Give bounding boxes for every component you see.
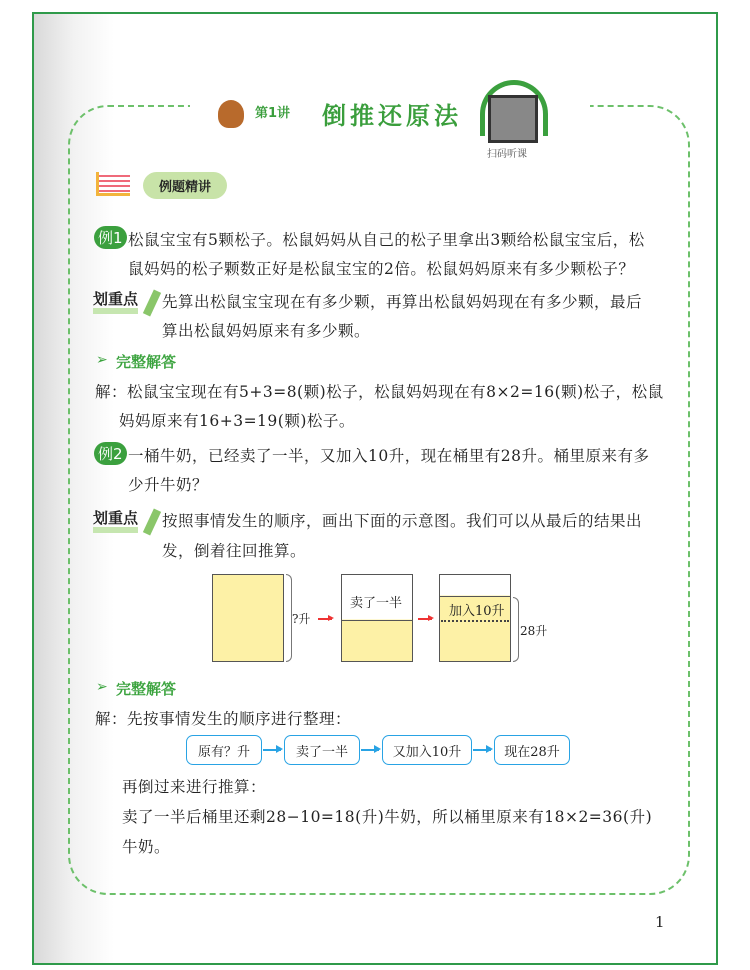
bucket-sold xyxy=(341,574,413,662)
page-number: 1 xyxy=(655,913,665,931)
label-original: ?升 xyxy=(292,612,311,626)
arrow-icon xyxy=(361,749,379,751)
label-now: 28升 xyxy=(520,624,548,638)
example2-text: 少升牛奶？ xyxy=(128,476,209,494)
hint-text: 发，倒着往回推算。 xyxy=(162,542,307,560)
mascot-icon xyxy=(218,100,244,128)
answer-label: 完整解答 xyxy=(116,353,177,371)
arrow-icon xyxy=(473,749,491,751)
flow-step: 卖了一半 xyxy=(284,735,360,765)
paper-plane-icon: ➢ xyxy=(96,679,108,695)
answer-text: 牛奶。 xyxy=(122,838,171,856)
answer-text: 妈妈原来有16+3=19(颗)松子。 xyxy=(119,412,355,430)
paper-plane-icon: ➢ xyxy=(96,352,108,368)
hint-label: 划重点 xyxy=(93,290,138,314)
example1-text: 松鼠宝宝有5颗松子。松鼠妈妈从自己的松子里拿出3颗给松鼠宝宝后，松 xyxy=(128,231,645,249)
qr-code[interactable] xyxy=(488,95,538,143)
brace xyxy=(513,597,519,662)
top-line xyxy=(439,596,511,597)
example1-text: 鼠妈妈的松子颗数正好是松鼠宝宝的2倍。松鼠妈妈原来有多少颗松子？ xyxy=(128,260,635,278)
qr-caption: 扫码听课 xyxy=(487,149,527,160)
example-badge: 例2 xyxy=(94,442,127,465)
hint-text: 按照事情发生的顺序，画出下面的示意图。我们可以从最后的结果出 xyxy=(162,512,643,530)
label-sold: 卖了一半 xyxy=(350,596,403,611)
example2-text: 一桶牛奶，已经卖了一半，又加入10升，现在桶里有28升。桶里原来有多 xyxy=(128,447,650,465)
arrow-icon xyxy=(418,618,432,620)
answer-label: 完整解答 xyxy=(116,680,177,698)
example-badge: 例1 xyxy=(94,226,127,249)
flow-step: 又加入10升 xyxy=(382,735,472,765)
arrow-icon xyxy=(318,618,332,620)
lecture-number: 第1讲 xyxy=(255,106,291,121)
bucket-original xyxy=(212,574,284,662)
answer-text: 卖了一半后桶里还剩28−10=18(升)牛奶，所以桶里原来有18×2=36(升) xyxy=(122,808,653,826)
hint-text: 先算出松鼠宝宝现在有多少颗，再算出松鼠妈妈现在有多少颗，最后 xyxy=(162,293,643,311)
label-added: 加入10升 xyxy=(449,604,505,619)
answer-text: 解：先按事情发生的顺序进行整理： xyxy=(95,710,352,728)
dotted-line xyxy=(441,620,509,622)
flow-step: 原有？升 xyxy=(186,735,262,765)
hint-text: 算出松鼠妈妈原来有多少颗。 xyxy=(162,322,371,340)
arrow-icon xyxy=(263,749,281,751)
hint-label: 划重点 xyxy=(93,509,138,533)
answer-text: 再倒过来进行推算： xyxy=(122,778,267,796)
page-title: 倒推还原法 xyxy=(322,102,462,130)
half-line xyxy=(341,620,413,621)
notebook-icon xyxy=(96,172,130,196)
answer-text: 解：松鼠宝宝现在有5+3=8(颗)松子，松鼠妈妈现在有8×2=16(颗)松子，松鼠 xyxy=(95,383,664,401)
flow-step: 现在28升 xyxy=(494,735,570,765)
section-label: 例题精讲 xyxy=(143,172,227,199)
